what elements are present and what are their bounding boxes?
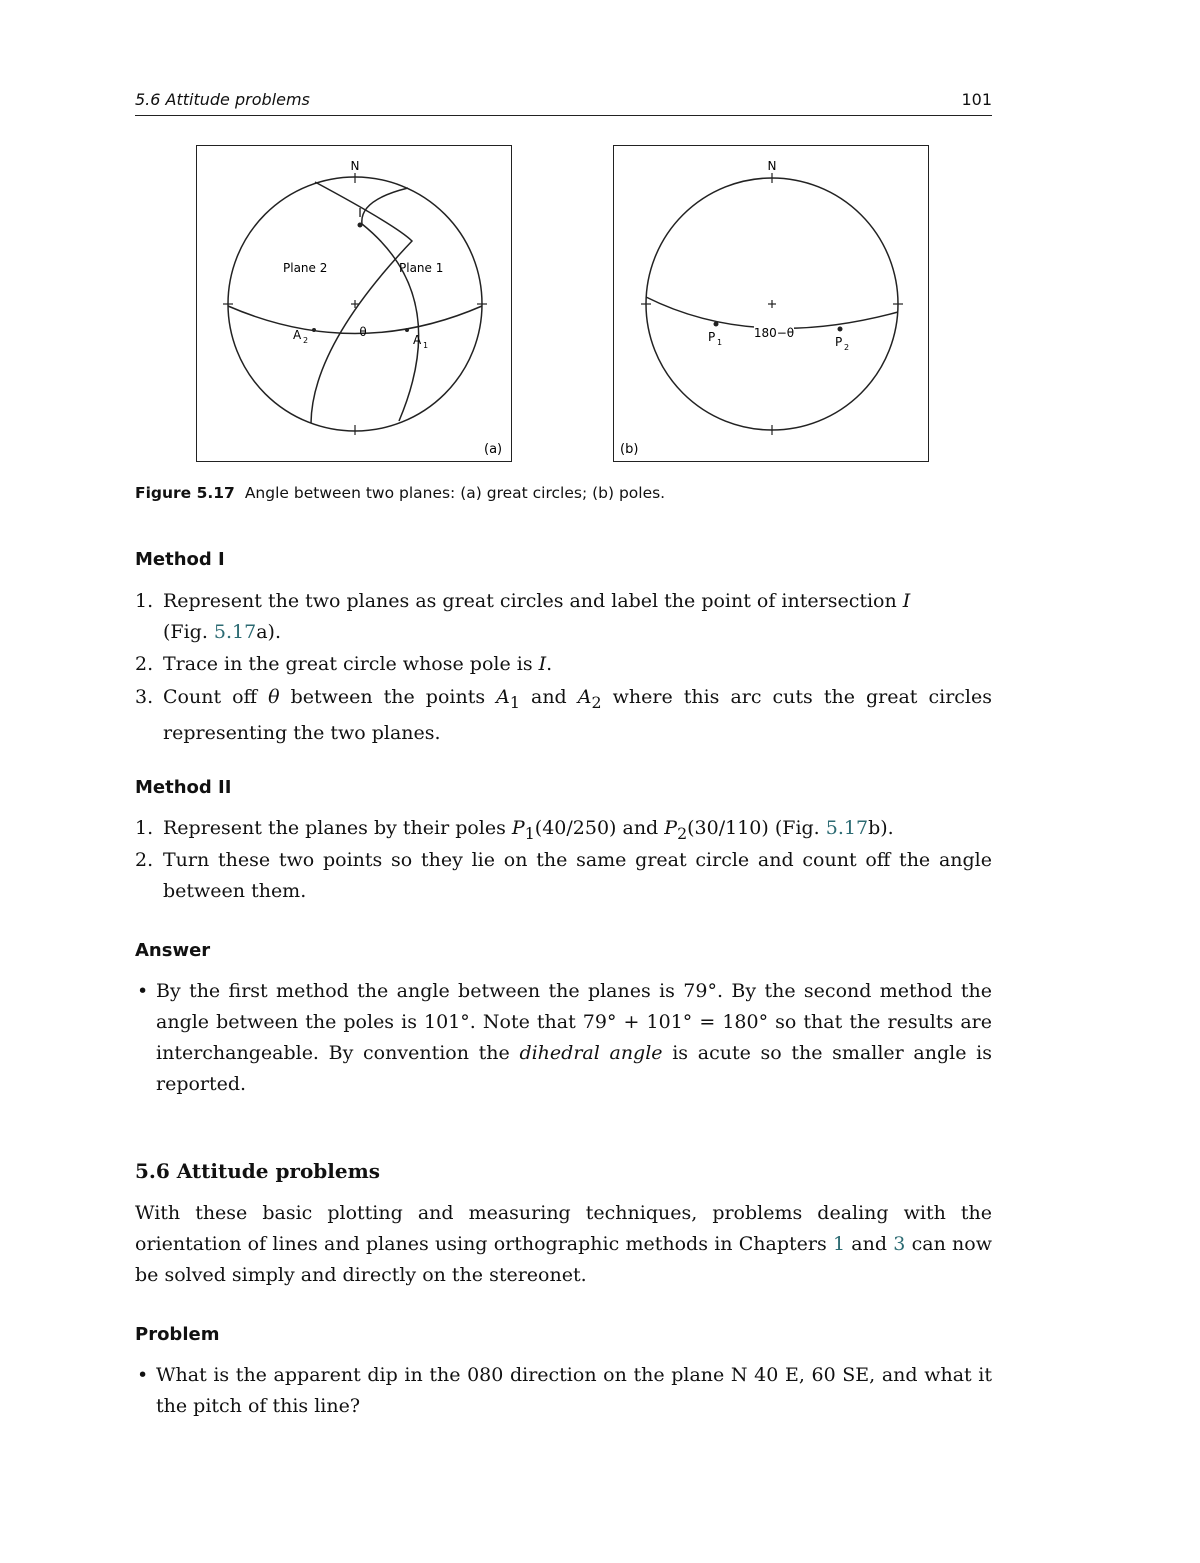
pole-p2-point <box>838 327 843 332</box>
figure-panel-b <box>613 145 929 462</box>
figure-link[interactable]: 5.17 <box>213 621 257 643</box>
north-label-b: N <box>767 159 777 173</box>
angle-label: 180−θ <box>753 326 795 340</box>
chapter-link-1[interactable]: 1 <box>832 1233 846 1255</box>
point-a2 <box>312 328 316 332</box>
figure-panel-a <box>196 145 512 462</box>
method2-step-2: 2. Turn these two points so they lie on the same great circle and count off the angle between them. <box>135 849 992 902</box>
pole-p1-point <box>714 322 719 327</box>
method1-heading: Method I <box>135 549 225 570</box>
north-label-a: N <box>350 159 360 173</box>
caption-text: Angle between two planes: (a) great circles; (b) poles. <box>244 484 666 502</box>
section-heading: 5.6 Attitude problems <box>135 1159 381 1183</box>
p1-subscript: 1 <box>717 338 723 347</box>
a1-label: A <box>413 333 422 347</box>
panel-label-b: (b) <box>620 442 639 457</box>
problem-heading: Problem <box>135 1324 220 1345</box>
method1-step-2: 2. Trace in the great circle whose pole is I. <box>135 653 553 675</box>
p1-label: P <box>708 330 716 344</box>
page-number: 101 <box>961 90 992 109</box>
stereonet-b <box>614 146 930 463</box>
stereonet-a <box>197 146 513 463</box>
a1-subscript: 1 <box>423 341 429 350</box>
method1-step-3: 3. Count off θ between the points $A_1$ and $A_2$ where this arc cuts the great circles representing the two planes. <box>135 686 992 744</box>
p2-label: P <box>835 335 843 349</box>
panel-label-a: (a) <box>484 442 503 457</box>
caption-label: Figure 5.17 <box>135 484 235 502</box>
figure-caption <box>135 484 665 502</box>
answer-bullet: • By the first method the angle between the planes is 79°. By the second method the angle between the poles is 101°. Note that 79° + 101° = 180° so that the results are interchangeable. By convention the dihedral angle is acute so the smaller angle is reported. <box>137 980 992 1095</box>
method1-step-1: 1. Represent the two planes as great circles and label the point of intersection I (Fig. 5.17a). <box>135 590 911 643</box>
plane1-label: Plane 1 <box>399 261 444 275</box>
running-header <box>135 88 992 116</box>
p2-subscript: 2 <box>844 343 850 352</box>
answer-heading: Answer <box>135 940 211 961</box>
problem-bullet: • What is the apparent dip in the 080 direction on the plane N 40 E, 60 SE, and what it the pitch of this line? <box>137 1364 992 1417</box>
a2-subscript: 2 <box>303 336 309 345</box>
plane1-great-circle <box>362 188 419 421</box>
point-a1 <box>405 328 409 332</box>
method2-step-1: 1. Represent the planes by their poles $P_1(40/250)$ and $P_2(30/110)$ (Fig. 5.17b). <box>135 817 894 843</box>
intersection-label: I <box>358 206 362 220</box>
a2-label: A <box>293 328 302 342</box>
plane2-label: Plane 2 <box>283 261 328 275</box>
intersection-point <box>358 223 363 228</box>
header-section-title: 5.6 Attitude problems <box>135 90 310 109</box>
section-paragraph: With these basic plotting and measuring techniques, problems dealing with the orientation of lines and planes using orthographic methods in Chapters 1 and 3 can now be solved simply and directly on the stereonet. <box>135 1202 992 1286</box>
figure-link[interactable]: 5.17 <box>825 817 869 839</box>
chapter-link-3[interactable]: 3 <box>893 1233 906 1255</box>
theta-label: θ <box>359 325 367 339</box>
method2-heading: Method II <box>135 777 232 798</box>
